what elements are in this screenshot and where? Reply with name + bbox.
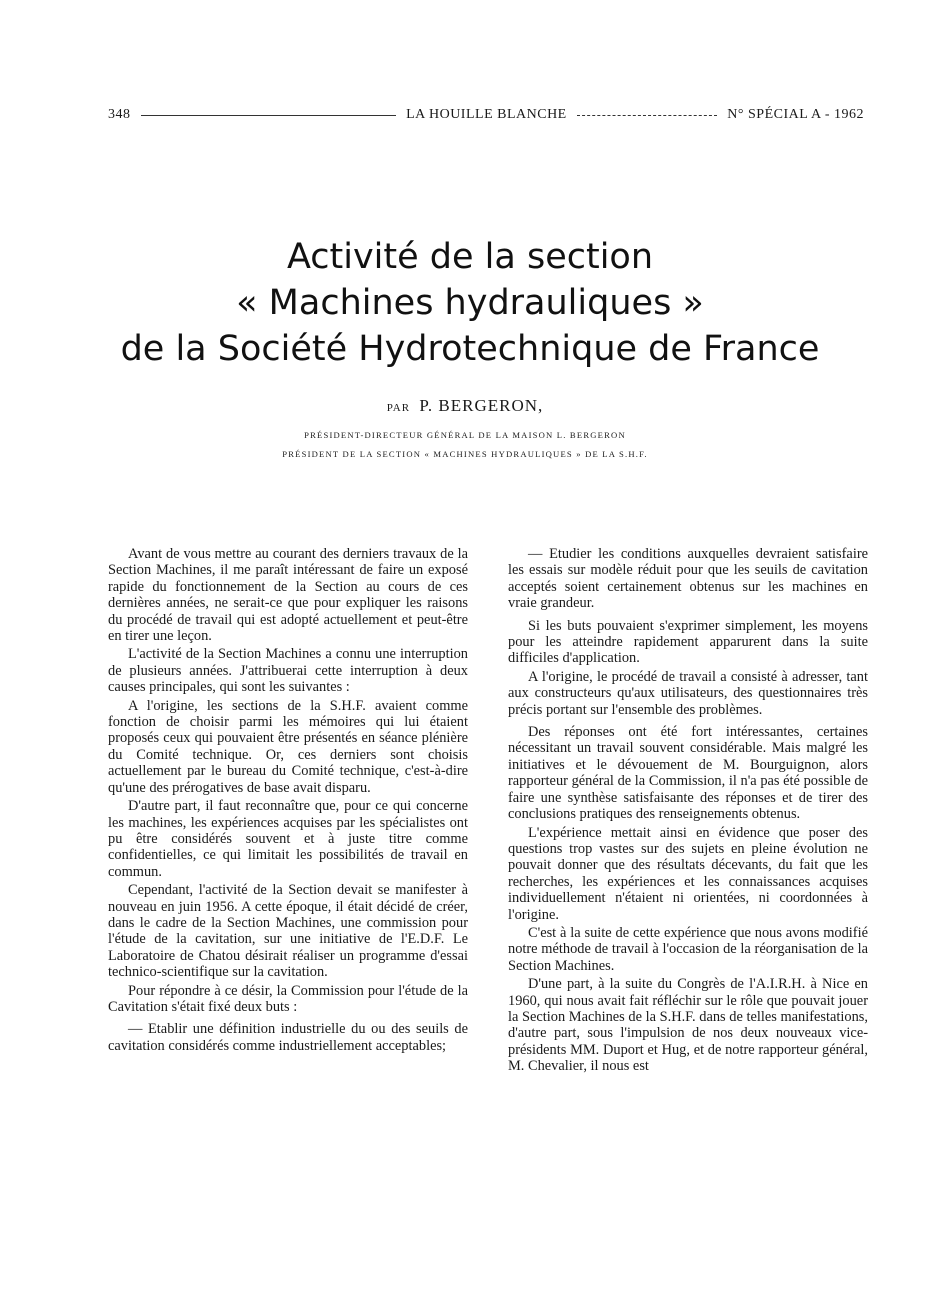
paragraph: L'expérience mettait ainsi en évidence que poser des questions trop vastes sur des sujets en pleine évolution ne pouvait donner que des résultats décevants, du fait que les recherches, les expériences et les connaissances acquises individuellement n'étaient ni orientées, ni coordonnées à l'origine. — [508, 824, 868, 923]
byline-prefix: PAR — [386, 402, 411, 414]
title-line-2: « Machines hydrauliques » — [236, 283, 704, 323]
paragraph: L'activité de la Section Machines a connu une interruption de plusieurs années. J'attribuerai cette interruption à deux causes principales, qui sont les suivantes : — [108, 646, 468, 696]
title-line-3: de la Société Hydrotechnique de France — [120, 329, 820, 369]
paragraph: Si les buts pouvaient s'exprimer simplement, les moyens pour les atteindre rapidement apparurent dans la suite difficiles d'application. — [508, 617, 868, 667]
paragraph: — Etablir une définition industrielle du ou des seuils de cavitation considérés comme industriellement acceptables; — [108, 1021, 468, 1054]
paragraph: Cependant, l'activité de la Section devait se manifester à nouveau en juin 1956. A cette époque, il était décidé de créer, dans le cadre de la Section Machines, une commission pour l'étude de la cavitation, sur une initiative de l'E.D.F. Le Laboratoire de Chatou désirait réaliser un programme d'essai technico-scientifique sur la cavitation. — [108, 882, 468, 981]
author-affiliation-2: PRÉSIDENT DE LA SECTION « MACHINES HYDRAULIQUES » DE LA S.H.F. — [282, 449, 648, 459]
title-line-1: Activité de la section — [286, 237, 654, 277]
article-title — [60, 234, 880, 372]
paragraph: D'autre part, il faut reconnaître que, pour ce qui concerne les machines, les expériences acquises par les spécialistes ont pu être considérés souvent et à juste titre comme confidentielles, ce qui limitait les possibilités de travail en commun. — [108, 798, 468, 880]
author-affiliation-1: PRÉSIDENT-DIRECTEUR GÉNÉRAL DE LA MAISON L. BERGERON — [304, 430, 626, 440]
paragraph: A l'origine, les sections de la S.H.F. avaient comme fonction de choisir parmi les mémoires qui lui étaient proposés ceux qui pouvaient être présentés en séance plénière du Comité technique. Or, ces derniers sont choisis actuellement par le bureau du Comité technique, c'est-à-dire qu'une des prérogatives de base avait disparu. — [108, 697, 468, 796]
journal-name: LA HOUILLE BLANCHE — [406, 107, 567, 122]
issue-label: N° SPÉCIAL A - 1962 — [727, 107, 864, 122]
paragraph: Pour répondre à ce désir, la Commission pour l'étude de la Cavitation s'était fixé deux buts : — [108, 982, 468, 1015]
right-column — [508, 546, 868, 1077]
header-rule-right — [577, 115, 718, 116]
running-header — [108, 104, 864, 126]
paragraph: — Etudier les conditions auxquelles devraient satisfaire les essais sur modèle réduit pour que les seuils de cavitation acceptés soient certainement obtenus sur les machines en vraie grandeur. — [508, 546, 868, 612]
page-number: 348 — [108, 107, 131, 122]
author-name: P. BERGERON, — [419, 396, 544, 415]
paragraph: D'une part, à la suite du Congrès de l'A.I.R.H. à Nice en 1960, qui nous avait fait réfléchir sur le rôle que pouvait jouer la Section Machines de la S.H.F. dans de telles manifestations, d'autre part, sous l'impulsion de nos deux nouveaux vice-présidents MM. Duport et Hug, et de notre rapporteur général, M. Chevalier, il nous est — [508, 976, 868, 1075]
paragraph: C'est à la suite de cette expérience que nous avons modifié notre méthode de travail à l'occasion de la réorganisation de la Section Machines. — [508, 924, 868, 974]
header-rule-left — [141, 115, 397, 116]
left-column — [108, 546, 468, 1056]
paragraph: Des réponses ont été fort intéressantes, certaines nécessitant un travail souvent considérable. Mais malgré les initiatives et le dévouement de M. Bourguignon, alors rapporteur général de la Commission, il n'a pas été possible de faire une synthèse satisfaisante des réponses et de tirer des conclusions pratiques des renseignements obtenus. — [508, 724, 868, 823]
paragraph: A l'origine, le procédé de travail a consisté à adresser, tant aux constructeurs qu'aux utilisateurs, des questionnaires très précis portant sur l'ensemble des problèmes. — [508, 668, 868, 718]
author-byline — [0, 396, 930, 416]
paragraph: Avant de vous mettre au courant des derniers travaux de la Section Machines, il me paraît intéressant de faire un exposé rapide du fonctionnement de la Section au cours de ces dernières années, ne serait-ce que pour expliquer les raisons du procédé de travail qui est adopté actuellement et peut-être en tirer une leçon. — [108, 546, 468, 645]
